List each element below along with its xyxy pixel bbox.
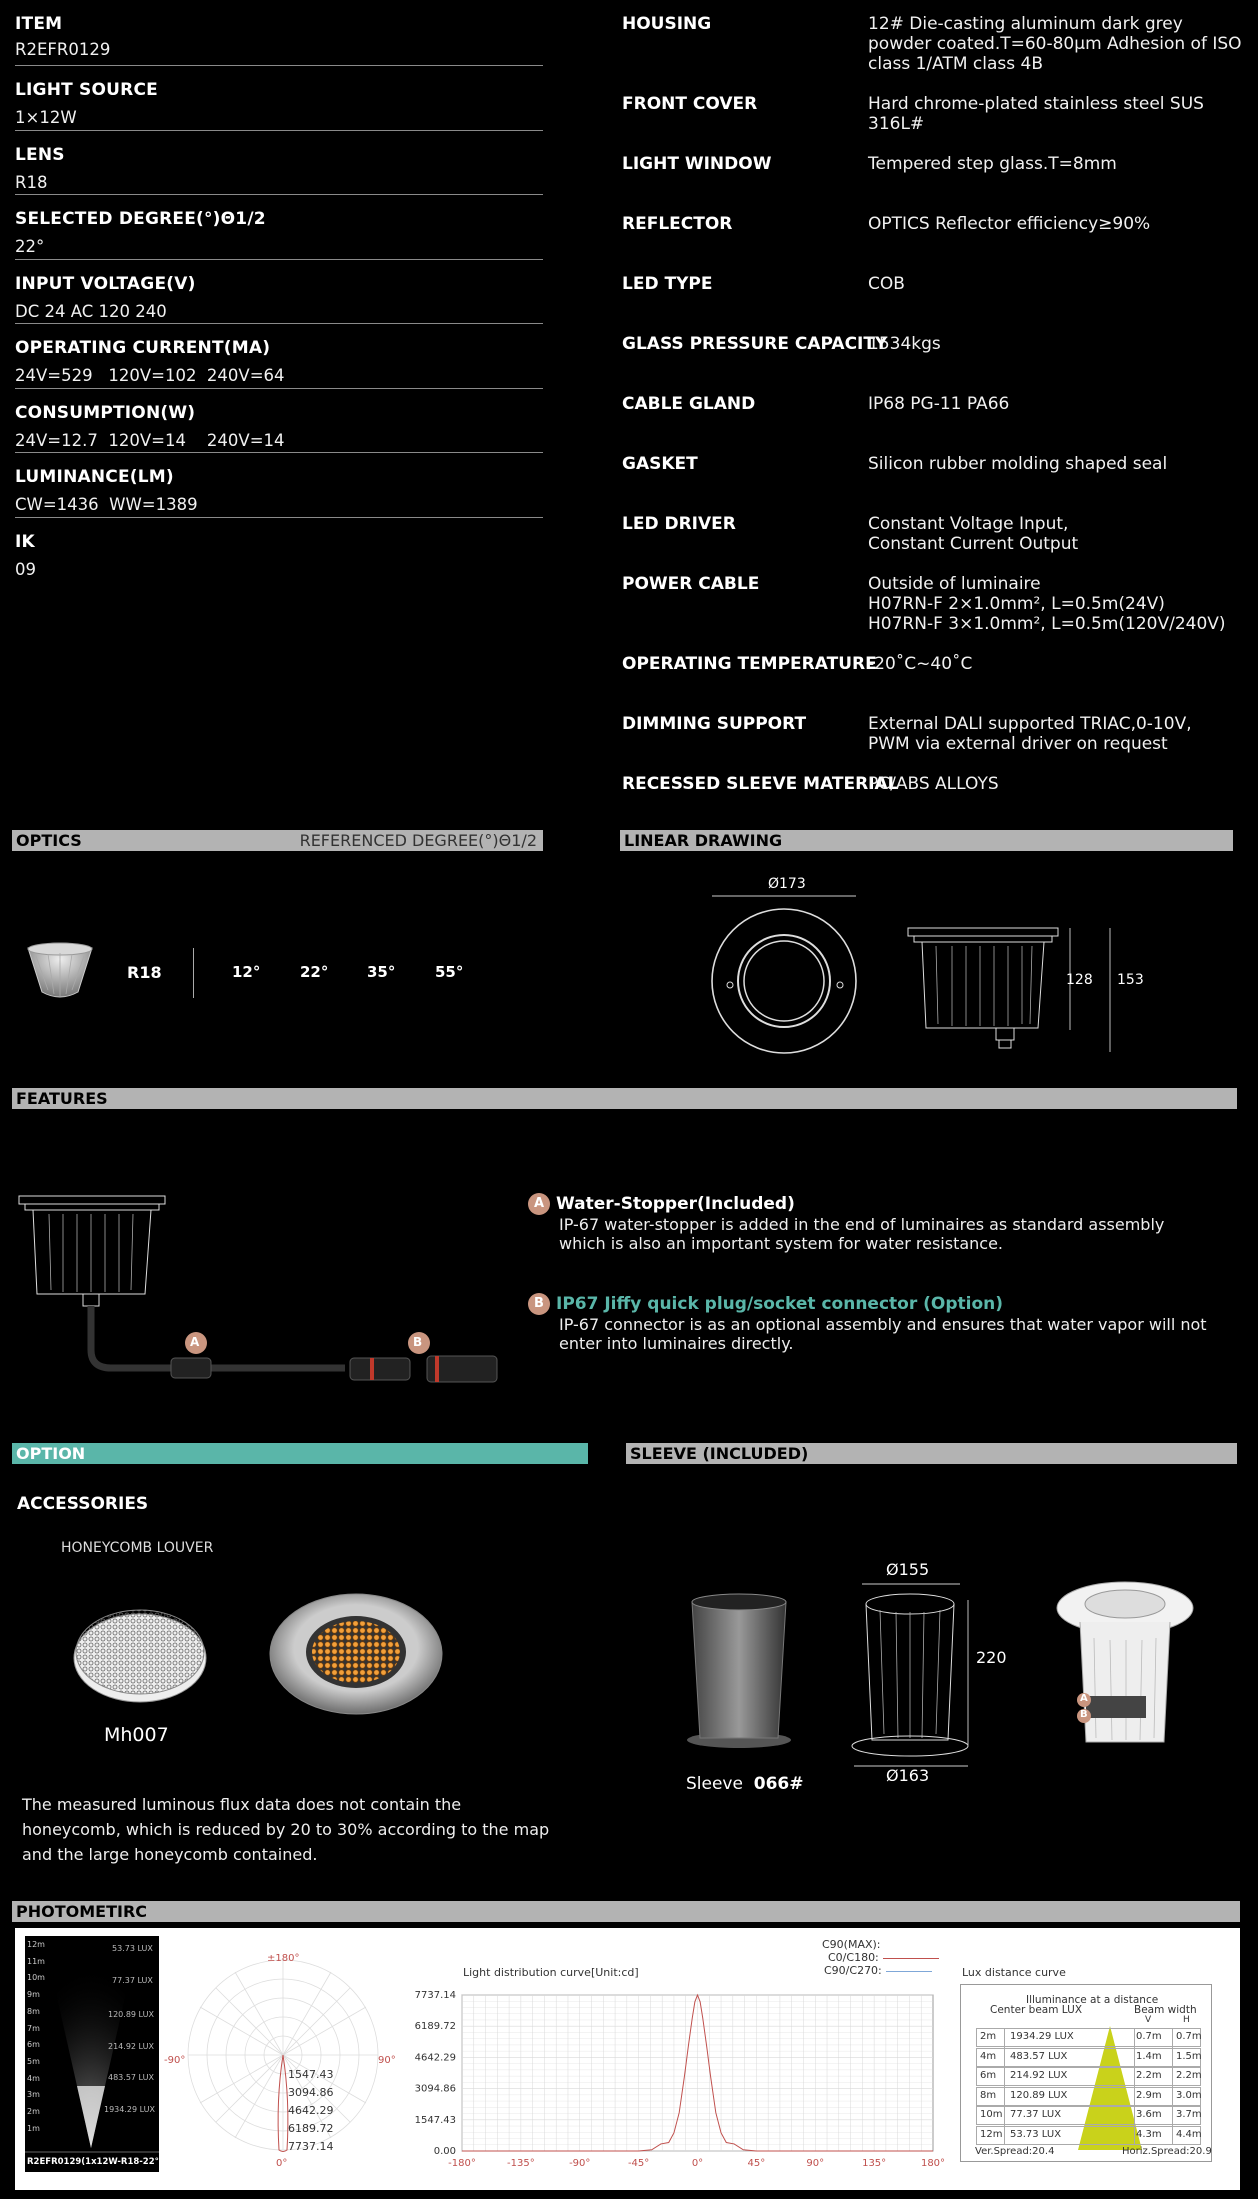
ladder-distance: 6m: [27, 2040, 40, 2050]
badge-b: B: [528, 1293, 550, 1315]
spec-value: PC/ABS ALLOYS: [868, 774, 999, 794]
ladder-lux: 214.92 LUX: [108, 2042, 154, 2051]
polar-right-label: 90°: [378, 2055, 396, 2066]
sleeve-word: Sleeve: [686, 1774, 743, 1794]
spec-value: Outside of luminaire H07RN-F 2×1.0mm², L=0.5m(24V) H07RN-F 3×1.0mm², L=0.5m(120V/240V): [868, 574, 1226, 634]
feature-a-title: Water-Stopper(Included): [556, 1194, 795, 1214]
optics-title: OPTICS: [16, 831, 82, 850]
lux-table-cell: 3.7m: [1176, 2109, 1202, 2120]
ladder-distance: 11m: [27, 1956, 45, 1966]
lux-table-divider: [1134, 2028, 1135, 2145]
spec-label: LENS: [15, 144, 65, 165]
height-label: 128: [1066, 972, 1093, 988]
lux-table-cell: 77.37 LUX: [1010, 2109, 1062, 2120]
spec-label: LED DRIVER: [622, 514, 736, 534]
spec-list-left: [15, 0, 543, 582]
y-tick-label: 0.00: [433, 2146, 456, 2157]
optics-degree: 35°: [367, 963, 396, 981]
optics-referenced-degree: REFERENCED DEGREE(°)Θ1/2: [299, 831, 537, 850]
lux-table-cell: 53.73 LUX: [1010, 2128, 1062, 2140]
sleeve-header: [626, 1443, 1237, 1464]
legend-c0c180-label: C0/C180:: [828, 1951, 879, 1964]
features-title: FEATURES: [16, 1089, 108, 1108]
polar-bottom-label: 0°: [276, 2158, 288, 2169]
spec-value: 24V=12.7 120V=14 240V=14: [15, 430, 285, 450]
feature-b-text: IP-67 connector is as an optional assembly and ensures that water vapor will not enter into luminaires directly.: [559, 1315, 1207, 1353]
spec-value: Silicon rubber molding shaped seal: [868, 454, 1168, 474]
legend-c0c180: [828, 1951, 939, 1964]
polar-top-label: ±180°: [267, 1953, 300, 1964]
ladder-distance: 5m: [27, 2056, 40, 2066]
sleeve-drawing: [850, 1580, 980, 1770]
sleeve-badge-a: A: [1080, 1693, 1088, 1704]
accessories-heading: ACCESSORIES: [17, 1494, 149, 1514]
sleeve-badge-b: B: [1080, 1709, 1088, 1720]
reflector-image: [22, 940, 98, 1004]
x-tick-label: -45°: [627, 2158, 650, 2169]
lux-col-center: Center beam LUX: [990, 2004, 1083, 2016]
lux-table-cell: 2.2m: [1136, 2070, 1162, 2081]
lux-table-cell: 8m: [980, 2089, 997, 2101]
x-tick-label: -135°: [507, 2158, 535, 2169]
spec-value: 24V=529 120V=102 240V=64: [15, 366, 285, 385]
spec-value: Hard chrome-plated stainless steel SUS 316L#: [868, 94, 1204, 134]
ladder-caption: R2EFR0129(1x12W-R18-22°): [27, 2157, 163, 2167]
ver-spread: Ver.Spread:20.4: [975, 2146, 1055, 2157]
lux-table-cell: 1.4m: [1136, 2050, 1162, 2062]
spec-value: IP68 PG-11 PA66: [868, 394, 1010, 414]
lux-table-cell: 1.5m: [1176, 2050, 1202, 2062]
ladder-lux: 77.37 LUX: [112, 1976, 153, 1985]
ladder-distance: 1m: [27, 2123, 40, 2133]
spec-value: DC 24 AC 120 240: [15, 301, 167, 321]
polar-value: 1547.43: [288, 2068, 334, 2081]
spec-label: SELECTED DEGREE(°)Θ1/2: [15, 209, 266, 229]
ladder-lux: 1934.29 LUX: [104, 2105, 156, 2114]
x-tick-label: 135°: [862, 2158, 887, 2169]
ladder-lux: 120.89 LUX: [108, 2010, 154, 2019]
lux-table-divider: [1172, 2028, 1173, 2145]
spec-label: CONSUMPTION(W): [15, 402, 196, 423]
spec-value: CW=1436 WW=1389: [15, 495, 198, 514]
sleeve-label: [686, 1774, 804, 1794]
lux-table-cell: 2m: [980, 2031, 997, 2042]
spec-label: OPERATING CURRENT(MA): [15, 338, 271, 358]
x-tick-label: -180°: [448, 2158, 476, 2169]
ladder-lux: 53.73 LUX: [112, 1944, 153, 1953]
spec-value: 12# Die-casting aluminum dark grey powder coated.T=60-80μm Adhesion of ISO class 1/ATM class 4B: [868, 14, 1242, 74]
lux-table-cell: 3.6m: [1136, 2109, 1162, 2120]
lux-table-divider: [1004, 2028, 1005, 2145]
ladder-distance: 9m: [27, 1990, 40, 2000]
polar-value: 7737.14: [288, 2140, 334, 2153]
lux-col-v: V: [1145, 2015, 1152, 2025]
spec-label: FRONT COVER: [622, 94, 758, 114]
y-tick-label: 6189.72: [414, 2021, 456, 2033]
polar-left-label: -90°: [164, 2055, 186, 2066]
spec-label: OPERATING TEMPERATURE: [622, 654, 877, 674]
optics-degree: 12°: [232, 963, 261, 981]
spec-value: COB: [868, 274, 905, 294]
option-header: [12, 1443, 588, 1464]
spec-value: Constant Voltage Input, Constant Current Output: [868, 514, 1079, 554]
lux-table-cell: 4m: [980, 2050, 997, 2062]
linear-drawing-title: LINEAR DRAWING: [624, 831, 783, 850]
feature-a-text: IP-67 water-stopper is added in the end of luminaires as standard assembly which is also an important system for water resistance.: [559, 1215, 1165, 1253]
sleeve-diameter-bottom: Ø163: [886, 1766, 930, 1785]
y-tick-label: 3094.86: [414, 2083, 456, 2095]
feature-b-title: IP67 Jiffy quick plug/socket connector (Option): [556, 1294, 1004, 1314]
lux-col-width: Beam width: [1134, 2004, 1197, 2016]
x-tick-label: -90°: [569, 2158, 591, 2169]
legend-c90c270-label: C90/C270:: [824, 1964, 882, 1977]
lux-table-cell: 0.7m: [1176, 2031, 1202, 2042]
spec-value: OPTICS Reflector efficiency≥90%: [868, 214, 1151, 234]
lux-table-cell: 12m: [980, 2128, 1003, 2140]
spec-label: LUMINANCE(LM): [15, 467, 174, 487]
badge-a: A: [528, 1193, 550, 1215]
x-tick-label: 0°: [691, 2158, 704, 2169]
option-title: OPTION: [16, 1444, 86, 1463]
louver-model: Mh007: [104, 1724, 169, 1746]
optics-degree: 22°: [300, 963, 329, 981]
optics-header: [12, 830, 543, 851]
spec-item: [15, 324, 543, 389]
spec-label: DIMMING SUPPORT: [622, 714, 807, 734]
ladder-distance: 10m: [27, 1973, 45, 1983]
spec-label: ITEM: [15, 14, 63, 34]
option-note: The measured luminous flux data does not contain the honeycomb, which is reduced by 20 to 30% according to the map and the large honeycomb contained.: [22, 1795, 550, 1864]
spec-item: [15, 131, 543, 196]
sleeve-code: 066#: [753, 1774, 804, 1794]
ladder-distance: 7m: [27, 2023, 40, 2033]
spec-item: [15, 0, 543, 66]
sleeve-assembly-image: [1050, 1578, 1200, 1758]
lux-table-cell: 3.0m: [1176, 2089, 1202, 2101]
spec-label: CABLE GLAND: [622, 394, 756, 414]
optics-lens-label: R18: [127, 963, 162, 982]
spec-label: REFLECTOR: [622, 214, 733, 234]
light-distribution-chart: [410, 1980, 946, 2180]
height-label: 153: [1117, 972, 1144, 988]
spec-item: [15, 518, 543, 583]
lux-table-cell: 4.4m: [1176, 2128, 1202, 2140]
feature-a: [528, 1193, 1208, 1253]
ladder-distance: 2m: [27, 2107, 40, 2116]
features-header: [12, 1088, 1237, 1109]
y-tick-label: 4642.29: [414, 2052, 456, 2064]
lux-table-cell: 6m: [980, 2070, 997, 2081]
spec-value: R18: [15, 172, 48, 192]
spec-item: [15, 66, 543, 131]
light-beam: [25, 1936, 159, 2172]
x-tick-label: 45°: [747, 2158, 766, 2169]
curve-title: Light distribution curve[Unit:cd]: [463, 1966, 639, 1979]
badge-a-callout: A: [190, 1335, 200, 1349]
lux-table-cell: 4.3m: [1136, 2128, 1162, 2140]
horiz-spread: Horiz.Spread:20.9: [1122, 2146, 1212, 2157]
spec-item: [15, 260, 543, 325]
lux-table-cell: 1934.29 LUX: [1010, 2031, 1074, 2042]
lux-table-cell: 0.7m: [1136, 2031, 1162, 2042]
lux-table-title: Illuminance at a distance: [1026, 1994, 1159, 2006]
lux-table-cell: 483.57 LUX: [1010, 2050, 1068, 2062]
sleeve-height: 220: [976, 1648, 1007, 1667]
polar-diagram: [178, 1950, 388, 2160]
spec-item: [15, 195, 543, 260]
spec-label: POWER CABLE: [622, 574, 760, 594]
x-tick-label: 90°: [806, 2158, 825, 2169]
spec-label: INPUT VOLTAGE(V): [15, 273, 196, 294]
ladder-lux: 483.57 LUX: [108, 2073, 154, 2082]
spec-label: LIGHT SOURCE: [15, 80, 158, 100]
polar-value: 4642.29: [288, 2104, 334, 2117]
lux-table-cell: 10m: [980, 2109, 1003, 2120]
spec-label: IK: [15, 531, 35, 552]
x-tick-label: 180°: [920, 2158, 946, 2169]
y-tick-label: 7737.14: [414, 1990, 456, 2001]
honeycomb-louver-image: [70, 1600, 210, 1710]
spec-value: -20˚C~40˚C: [868, 654, 973, 674]
badge-b-callout: B: [413, 1335, 423, 1349]
sleeve-image: [684, 1590, 794, 1750]
lux-curve-title: Lux distance curve: [962, 1966, 1066, 1979]
diameter-label: Ø173: [768, 876, 806, 892]
spec-label: LED TYPE: [622, 274, 713, 294]
optics-degree: 55°: [435, 963, 464, 981]
polar-value: 6189.72: [288, 2122, 334, 2135]
lux-table-cell: 214.92 LUX: [1010, 2070, 1068, 2081]
legend-c90c270: [824, 1964, 932, 1977]
spec-value: 1×12W: [15, 108, 77, 127]
photometric-header: [12, 1901, 1240, 1922]
spec-value: Tempered step glass.T=8mm: [868, 154, 1117, 174]
spec-value: External DALI supported TRIAC,0-10V, PWM via external driver on request: [868, 714, 1192, 754]
spec-item: [15, 453, 543, 518]
photometric-title: PHOTOMETIRC: [16, 1902, 148, 1921]
spec-item: [15, 389, 543, 454]
lux-col-h: H: [1183, 2015, 1190, 2025]
spec-value: R2EFR0129: [15, 40, 111, 59]
ladder-distance: 3m: [27, 2090, 40, 2100]
lux-table-cell: 120.89 LUX: [1010, 2089, 1068, 2101]
features-product-image: [15, 1190, 535, 1400]
spec-label: LIGHT WINDOW: [622, 154, 772, 174]
lux-table-cell: 2.2m: [1176, 2070, 1202, 2081]
linear-drawing-header: [620, 830, 1233, 851]
polar-value: 3094.86: [288, 2086, 334, 2099]
spec-value: 22°: [15, 237, 45, 256]
spec-label: GASKET: [622, 454, 698, 474]
y-tick-label: 1547.43: [414, 2114, 456, 2126]
spec-label: GLASS PRESSURE CAPACITY: [622, 334, 888, 354]
sleeve-title: SLEEVE (INCLUDED): [630, 1444, 809, 1463]
spec-value: 09: [15, 559, 36, 579]
honeycomb-lamp-image: [268, 1592, 444, 1716]
spec-value: 1534kgs: [868, 334, 941, 354]
spec-label: RECESSED SLEEVE MATERIAL: [622, 774, 899, 794]
sleeve-diameter-top: Ø155: [886, 1560, 930, 1579]
feature-b: [528, 1293, 1208, 1353]
ladder-distance: 4m: [27, 2073, 40, 2083]
lux-table-cell: 2.9m: [1136, 2089, 1162, 2101]
spec-label: HOUSING: [622, 14, 712, 34]
ladder-distance: 8m: [27, 2006, 40, 2016]
optics-divider: [193, 948, 194, 998]
honeycomb-louver-label: HONEYCOMB LOUVER: [61, 1540, 214, 1556]
legend-c90max: C90(MAX):: [822, 1938, 881, 1951]
ladder-distance: 12m: [27, 1940, 45, 1949]
